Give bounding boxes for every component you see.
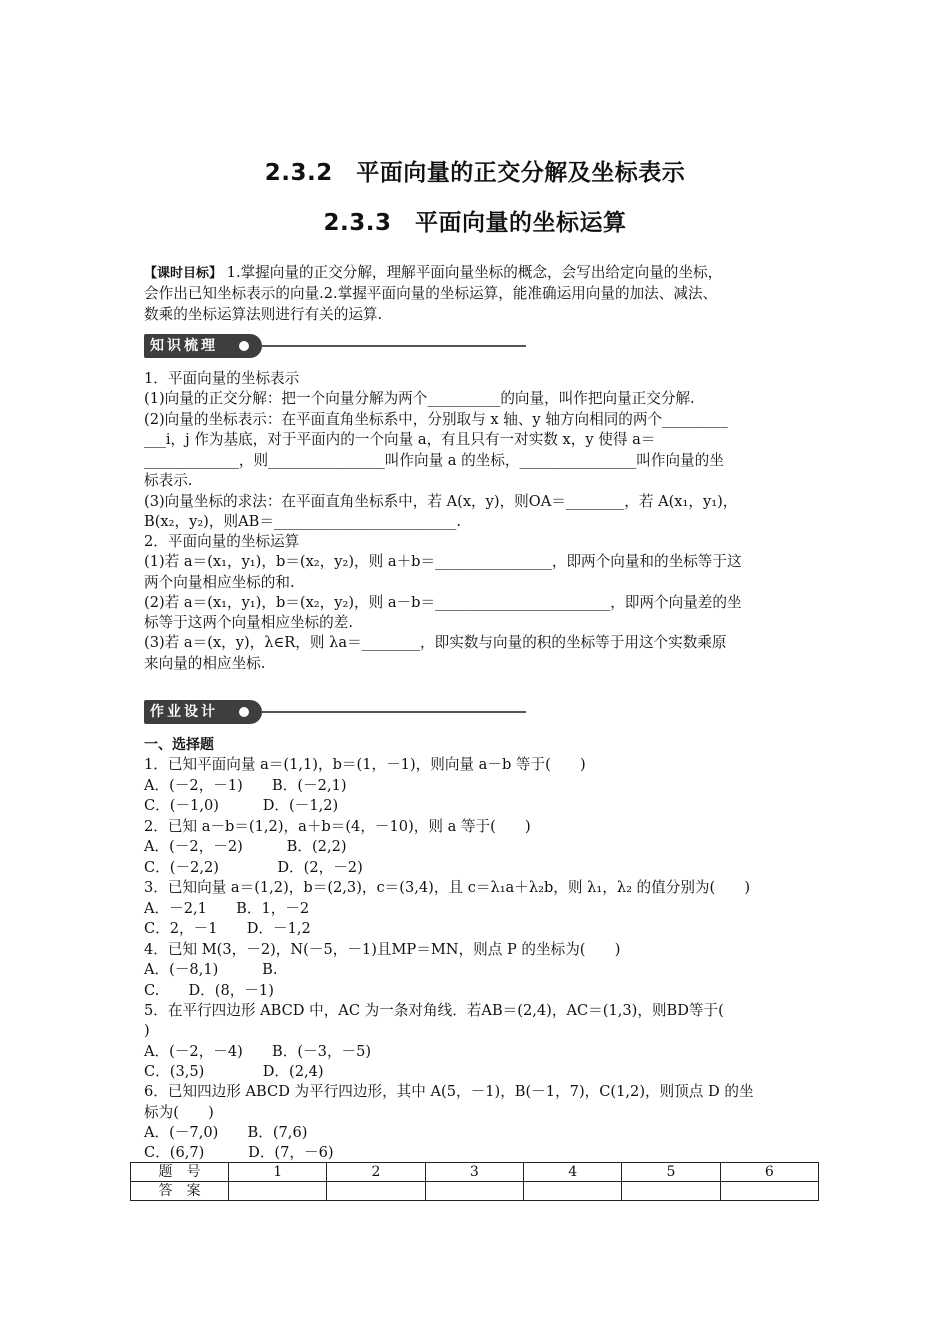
objectives-line-2: 会作出已知坐标表示的向量.2.掌握平面向量的坐标运算，能准确运用向量的加法、减法、 <box>144 285 718 302</box>
answer-cell[interactable] <box>327 1182 425 1201</box>
question-2: 2．已知 a－b＝(1,2)，a＋b＝(4，－10)，则 a 等于( ) <box>144 818 531 835</box>
question-6-options-ab: A．(－7,0) B．(7,6) <box>144 1124 308 1141</box>
knowledge-line: (3)若 a＝(x，y)，λ∈R，则 λa＝________，即实数与向量的积的坐标等于用这个实数乘原 <box>144 634 727 651</box>
question-number-cell: 3 <box>425 1163 523 1182</box>
question-4: 4．已知 M(3，－2)，N(－5，－1)且MP＝MN，则点 P 的坐标为( ) <box>144 941 621 958</box>
question-4-options-ab: A．(－8,1) B. <box>144 961 278 978</box>
knowledge-line: _____________，则________________叫作向量 a 的坐标，________________叫作向量的坐 <box>144 452 724 469</box>
question-3: 3．已知向量 a＝(1,2)，b＝(2,3)，c＝(3,4)，且 c＝λ₁a＋λ₂b，则 λ₁，λ₂ 的值分别为( ) <box>144 879 751 896</box>
knowledge-line: ___i，j 作为基底，对于平面内的一个向量 a，有且只有一对实数 x，y 使得 a＝ <box>144 431 656 448</box>
knowledge-line: B(x₂，y₂)，则AB＝_________________________. <box>144 513 461 530</box>
answer-cell[interactable] <box>720 1182 818 1201</box>
question-number-cell: 6 <box>720 1163 818 1182</box>
answer-table <box>130 1162 819 1201</box>
objectives-line-3: 数乘的坐标运算法则进行有关的运算. <box>144 306 383 323</box>
answer-label: 答 案 <box>131 1182 229 1201</box>
banner-rule <box>262 711 526 713</box>
banner-rule <box>262 345 526 347</box>
question-6-options-cd: C．(6,7) D．(7，－6) <box>144 1144 334 1161</box>
question-number-cell: 5 <box>622 1163 720 1182</box>
question-number-cell: 1 <box>229 1163 327 1182</box>
question-5-options-cd: C．(3,5) D．(2,4) <box>144 1063 324 1080</box>
answer-cell[interactable] <box>425 1182 523 1201</box>
answer-table-answer-row <box>131 1182 819 1201</box>
homework-section-heading: 一、选择题 <box>144 737 214 753</box>
answer-cell[interactable] <box>229 1182 327 1201</box>
knowledge-line: (2)向量的坐标表示：在平面直角坐标系中，分别取与 x 轴、y 轴方向相同的两个_________ <box>144 411 728 428</box>
question-5-options-ab: A．(－2，－4) B．(－3，－5) <box>144 1043 372 1060</box>
knowledge-line: 标表示. <box>144 472 193 489</box>
question-3-options-ab: A．－2,1 B．1，－2 <box>144 900 310 917</box>
question-number-cell: 2 <box>327 1163 425 1182</box>
answer-cell[interactable] <box>622 1182 720 1201</box>
knowledge-line: (3)向量坐标的求法：在平面直角坐标系中，若 A(x，y)，则OA＝________，若 A(x₁，y₁)， <box>144 493 738 510</box>
homework-banner <box>144 700 526 724</box>
knowledge-line: 标等于这两个向量相应坐标的差. <box>144 614 353 631</box>
question-5: 5．在平行四边形 ABCD 中，AC 为一条对角线．若AB＝(2,4)，AC＝(1,3)，则BD等于( <box>144 1002 724 1019</box>
bullet-dot-icon <box>239 707 249 717</box>
bullet-dot-icon <box>239 341 249 351</box>
question-2-options-cd: C．(－2,2) D．(2，－2) <box>144 859 363 876</box>
question-4-options-cd: C. D．(8，－1) <box>144 982 274 999</box>
question-number-label: 题 号 <box>131 1163 229 1182</box>
question-6: 6．已知四边形 ABCD 为平行四边形，其中 A(5，－1)，B(－1，7)，C(1,2)，则顶点 D 的坐 <box>144 1083 754 1100</box>
answer-cell[interactable] <box>523 1182 621 1201</box>
question-number-cell: 4 <box>523 1163 621 1182</box>
question-1-options-ab: A．(－2，－1) B．(－2,1) <box>144 777 347 794</box>
knowledge-heading-1: 1．平面向量的坐标表示 <box>144 370 300 387</box>
question-5-continued: ) <box>144 1022 150 1039</box>
knowledge-line: 两个向量相应坐标的和. <box>144 574 295 591</box>
question-6-continued: 标为( ) <box>144 1104 214 1121</box>
question-2-options-ab: A．(－2，－2) B．(2,2) <box>144 838 347 855</box>
section-title-2-3-2: 2.3.2 平面向量的正交分解及坐标表示 <box>264 160 686 186</box>
objectives-tag: 【课时目标】 <box>144 266 223 281</box>
homework-banner-label: 作业设计 <box>144 700 262 724</box>
knowledge-line: 来向量的相应坐标. <box>144 655 266 672</box>
section-title-2-3-3: 2.3.3 平面向量的坐标运算 <box>323 210 627 236</box>
answer-table-header-row <box>131 1163 819 1182</box>
question-3-options-cd: C．2，－1 D．－1,2 <box>144 920 311 937</box>
knowledge-line: (2)若 a＝(x₁，y₁)，b＝(x₂，y₂)，则 a－b＝________________________，即两个向量差的坐 <box>144 594 742 611</box>
knowledge-line: (1)若 a＝(x₁，y₁)，b＝(x₂，y₂)，则 a＋b＝________________，即两个向量和的坐标等于这 <box>144 553 742 570</box>
question-1-options-cd: C．(－1,0) D．(－1,2) <box>144 797 339 814</box>
knowledge-heading-2: 2．平面向量的坐标运算 <box>144 533 300 550</box>
knowledge-banner-label: 知识梳理 <box>144 334 262 358</box>
knowledge-line: (1)向量的正交分解：把一个向量分解为两个__________的向量，叫作把向量正交分解. <box>144 390 695 407</box>
knowledge-banner <box>144 334 526 358</box>
question-1: 1．已知平面向量 a＝(1,1)，b＝(1，－1)，则向量 a－b 等于( ) <box>144 756 586 773</box>
objectives-line-1: 【课时目标】 1.掌握向量的正交分解，理解平面向量坐标的概念，会写出给定向量的坐标， <box>144 264 723 281</box>
